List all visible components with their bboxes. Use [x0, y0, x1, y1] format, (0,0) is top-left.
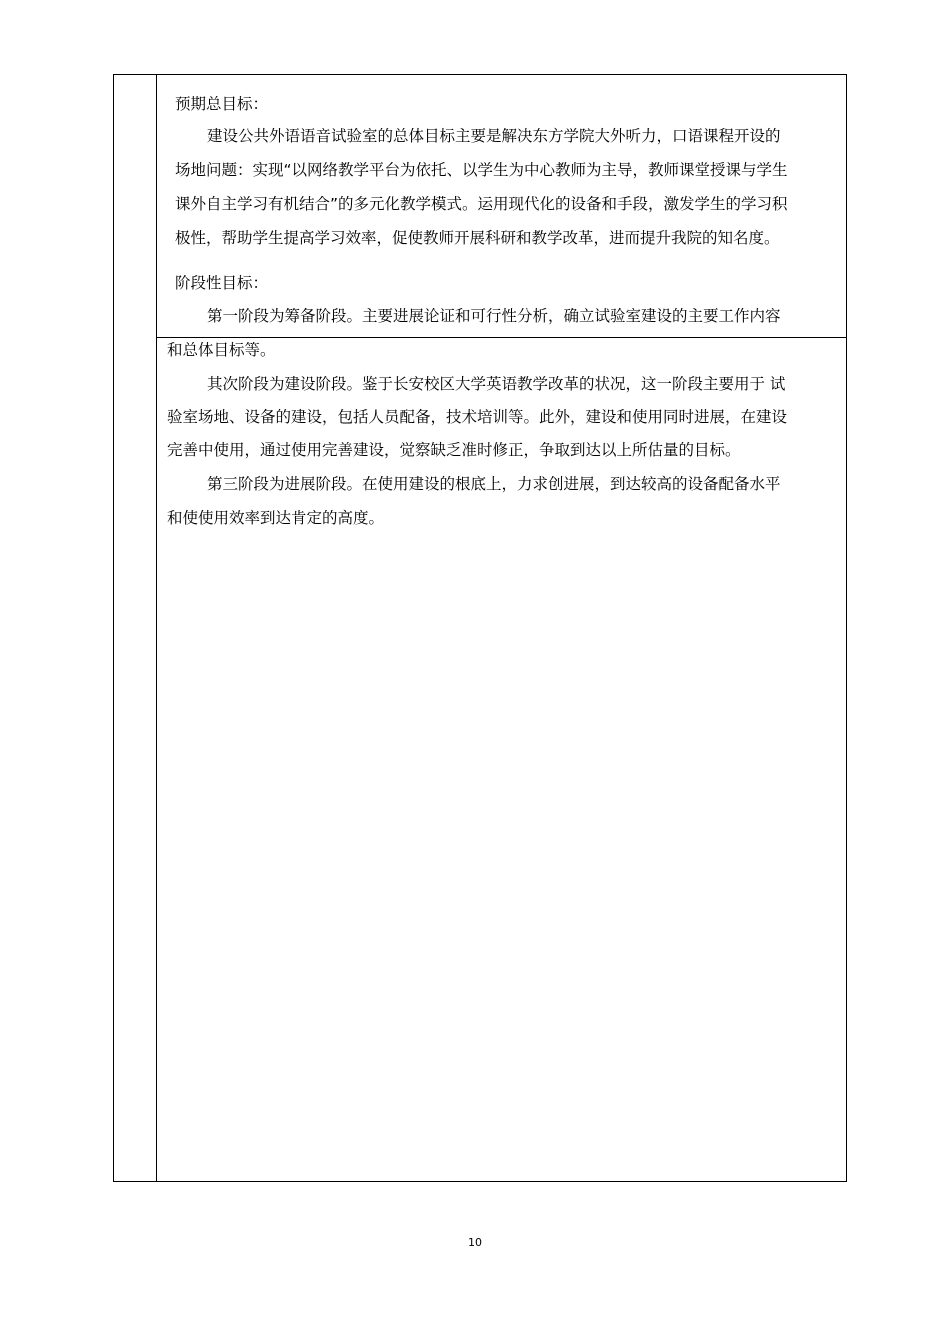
stage-one-line-1: 第一阶段为筹备阶段。主要进展论证和可行性分析，确立试验室建设的主要工作内容 — [207, 307, 781, 325]
stage-one-line-2: 和总体目标等。 — [167, 341, 276, 359]
heading-total-goal: 预期总目标： — [175, 95, 269, 113]
total-goal-line-3: 课外自主学习有机结合”的多元化教学模式。运用现代化的设备和手段，激发学生的学习积 — [175, 195, 788, 213]
stage-three-line-2: 和使使用效率到达肯定的高度。 — [167, 509, 385, 527]
stage-three-line-1: 第三阶段为进展阶段。在使用建设的根底上，力求创进展，到达较高的设备配备水平 — [207, 475, 781, 493]
page-number: 10 — [468, 1236, 482, 1249]
heading-stage-goal: 阶段性目标： — [175, 274, 269, 292]
stage-two-line-1: 其次阶段为建设阶段。鉴于长安校区大学英语教学改革的状况，这一阶段主要用于 试 — [207, 375, 786, 393]
stage-two-line-2: 验室场地、设备的建设，包括人员配备，技术培训等。此外，建设和使用同时进展，在建设 — [167, 408, 788, 426]
stage-two-line-3: 完善中使用，通过使用完善建设，觉察缺乏准时修正，争取到达以上所估量的目标。 — [167, 441, 741, 459]
total-goal-line-1: 建设公共外语语音试验室的总体目标主要是解决东方学院大外听力，口语课程开设的 — [207, 127, 781, 145]
row-divider — [157, 337, 846, 338]
total-goal-line-4: 极性，帮助学生提高学习效率，促使教师开展科研和教学改革，进而提升我院的知名度。 — [175, 229, 780, 247]
total-goal-line-2: 场地问题：实现“以网络教学平台为依托、以学生为中心教师为主导，教师课堂授课与学生 — [175, 161, 788, 179]
label-column — [114, 75, 157, 1181]
